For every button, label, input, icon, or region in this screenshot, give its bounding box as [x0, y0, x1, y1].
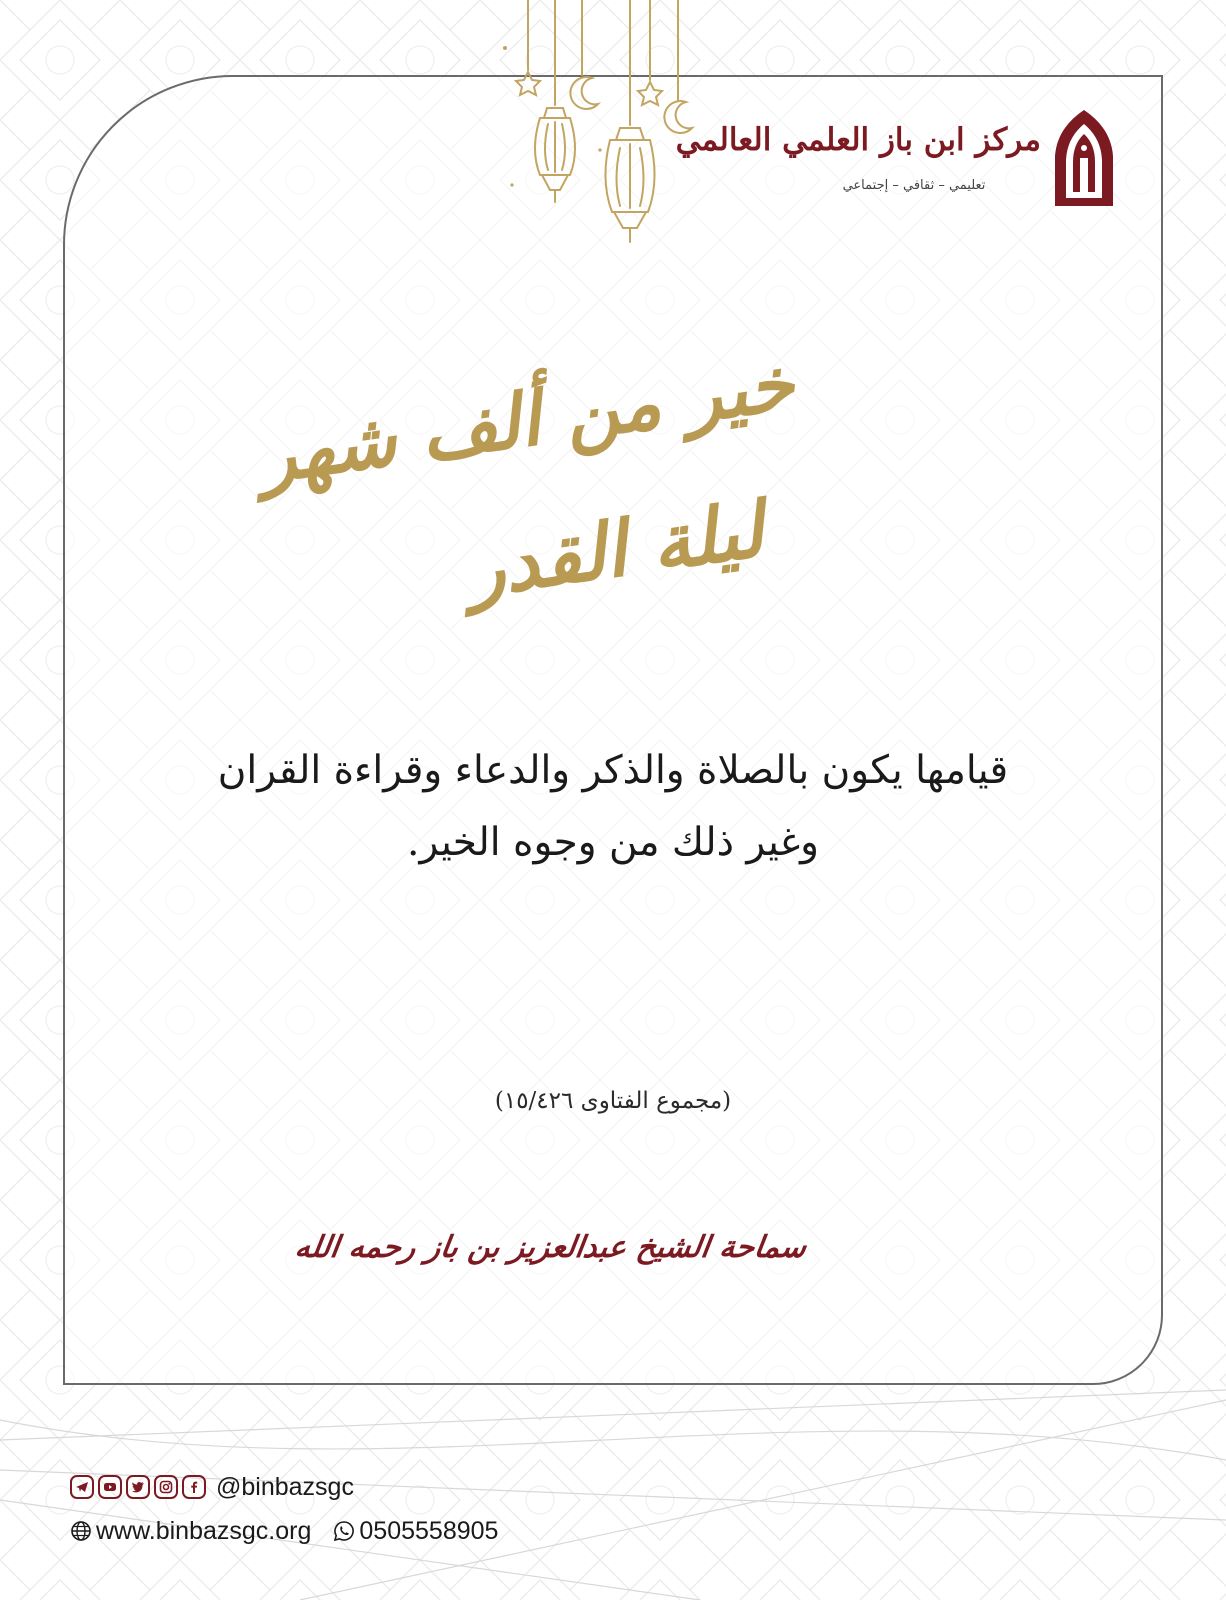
signature-calligraphy: سماحة الشيخ عبدالعزيز بن باز رحمه الله	[292, 1230, 809, 1265]
phone-group	[333, 1517, 498, 1546]
facebook-icon[interactable]	[182, 1475, 206, 1499]
title-line-2: ليلة القدر	[461, 484, 769, 615]
logo-tagline: تعليمي – ثقافي – إجتماعي	[842, 178, 986, 193]
whatsapp-icon	[333, 1520, 355, 1542]
instagram-icon[interactable]	[154, 1475, 178, 1499]
center-logo	[675, 100, 1119, 220]
globe-icon	[70, 1520, 92, 1542]
content-frame	[63, 75, 1163, 1385]
source-citation: (مجموع الفتاوى ١٥/٤٢٦)	[494, 1088, 732, 1114]
logo-name: مركز ابن باز العلمي العالمي	[675, 122, 1041, 158]
contact-row	[70, 1514, 498, 1548]
social-handle[interactable]: @binbazsgc	[216, 1472, 354, 1501]
main-quote	[130, 735, 1096, 879]
telegram-icon[interactable]	[70, 1475, 94, 1499]
website-link[interactable]: www.binbazsgc.org	[96, 1516, 312, 1545]
main-quote-line-1: قيامها يكون بالصلاة والذكر والدعاء وقراءة القران	[217, 748, 1009, 793]
phone-number[interactable]: 0505558905	[359, 1516, 499, 1545]
main-quote-line-2: وغير ذلك من وجوه الخير.	[407, 820, 819, 865]
social-row	[70, 1470, 354, 1504]
footer	[70, 1470, 670, 1570]
mosque-emblem-icon	[1049, 108, 1119, 208]
title-line-1: خير من ألف شهر	[253, 340, 800, 501]
title-calligraphy	[253, 340, 800, 645]
twitter-icon[interactable]	[126, 1475, 150, 1499]
youtube-icon[interactable]	[98, 1475, 122, 1499]
